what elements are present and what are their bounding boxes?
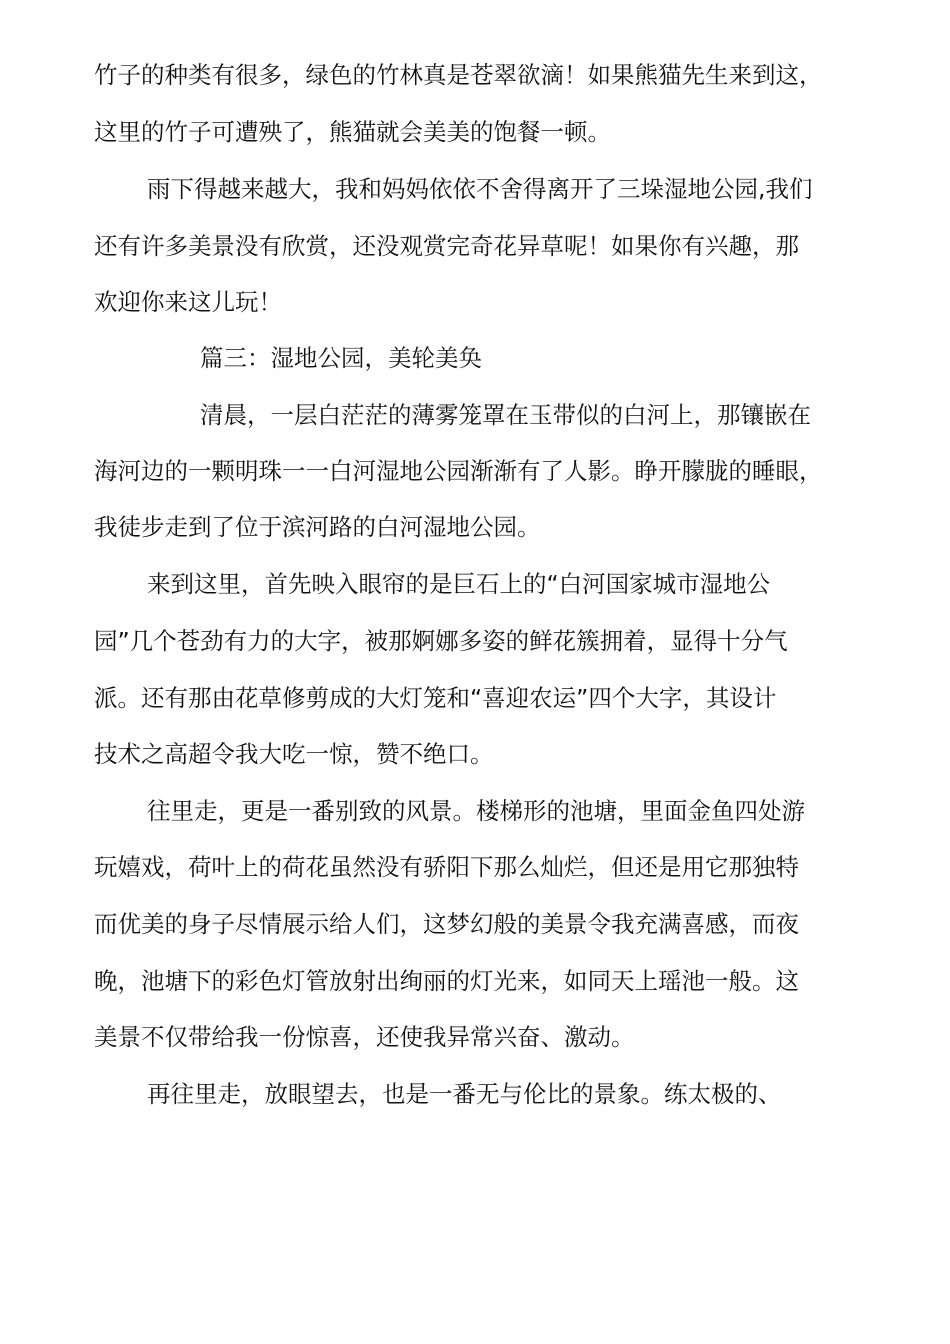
text-line: 清晨，一层白茫茫的薄雾笼罩在玉带似的白河上，那镶嵌在: [200, 401, 811, 429]
text-line: 而优美的身子尽情展示给人们，这梦幻般的美景令我充满喜感，而夜: [94, 910, 799, 938]
text-line: 园”几个苍劲有力的大字，被那婀娜多姿的鲜花簇拥着，显得十分气: [94, 627, 788, 655]
text-line: 往里走，更是一番别致的风景。楼梯形的池塘，里面金鱼四处游: [147, 797, 805, 825]
text-line: 我徒步走到了位于滨河路的白河湿地公园。: [94, 513, 541, 541]
text-line: 海河边的一颗明珠一一白河湿地公园渐渐有了人影。睁开朦胧的睡眼，: [94, 457, 823, 485]
text-line: 还有许多美景没有欣赏，还没观赏完奇花异草呢！如果你有兴趣，那: [94, 232, 799, 260]
text-line: 技术之高超令我大吃一惊，赞不绝口。: [94, 740, 494, 768]
text-line: 晚，池塘下的彩色灯管放射出绚丽的灯光来，如同天上瑶池一般。这: [94, 967, 799, 995]
text-line: 派。还有那由花草修剪成的大灯笼和“喜迎农运”四个大字，其设计: [94, 684, 777, 712]
text-line: 雨下得越来越大，我和妈妈依依不舍得离开了三垛湿地公园,我们: [147, 175, 813, 203]
text-line: 玩嬉戏，荷叶上的荷花虽然没有骄阳下那么灿烂，但还是用它那独特: [94, 853, 799, 881]
text-line: 来到这里，首先映入眼帘的是巨石上的“白河国家城市湿地公: [147, 570, 771, 598]
text-line: 美景不仅带给我一份惊喜，还使我异常兴奋、激动。: [94, 1023, 635, 1051]
text-line: 欢迎你来这儿玩！: [94, 288, 282, 316]
section-heading: 篇三：湿地公园，美轮美奂: [200, 344, 482, 372]
text-line: 这里的竹子可遭殃了，熊猫就会美美的饱餐一顿。: [94, 118, 611, 146]
text-line: 竹子的种类有很多，绿色的竹林真是苍翠欲滴！如果熊猫先生来到这，: [94, 61, 823, 89]
text-line: 再往里走，放眼望去，也是一番无与伦比的景象。练太极的、: [147, 1080, 782, 1108]
